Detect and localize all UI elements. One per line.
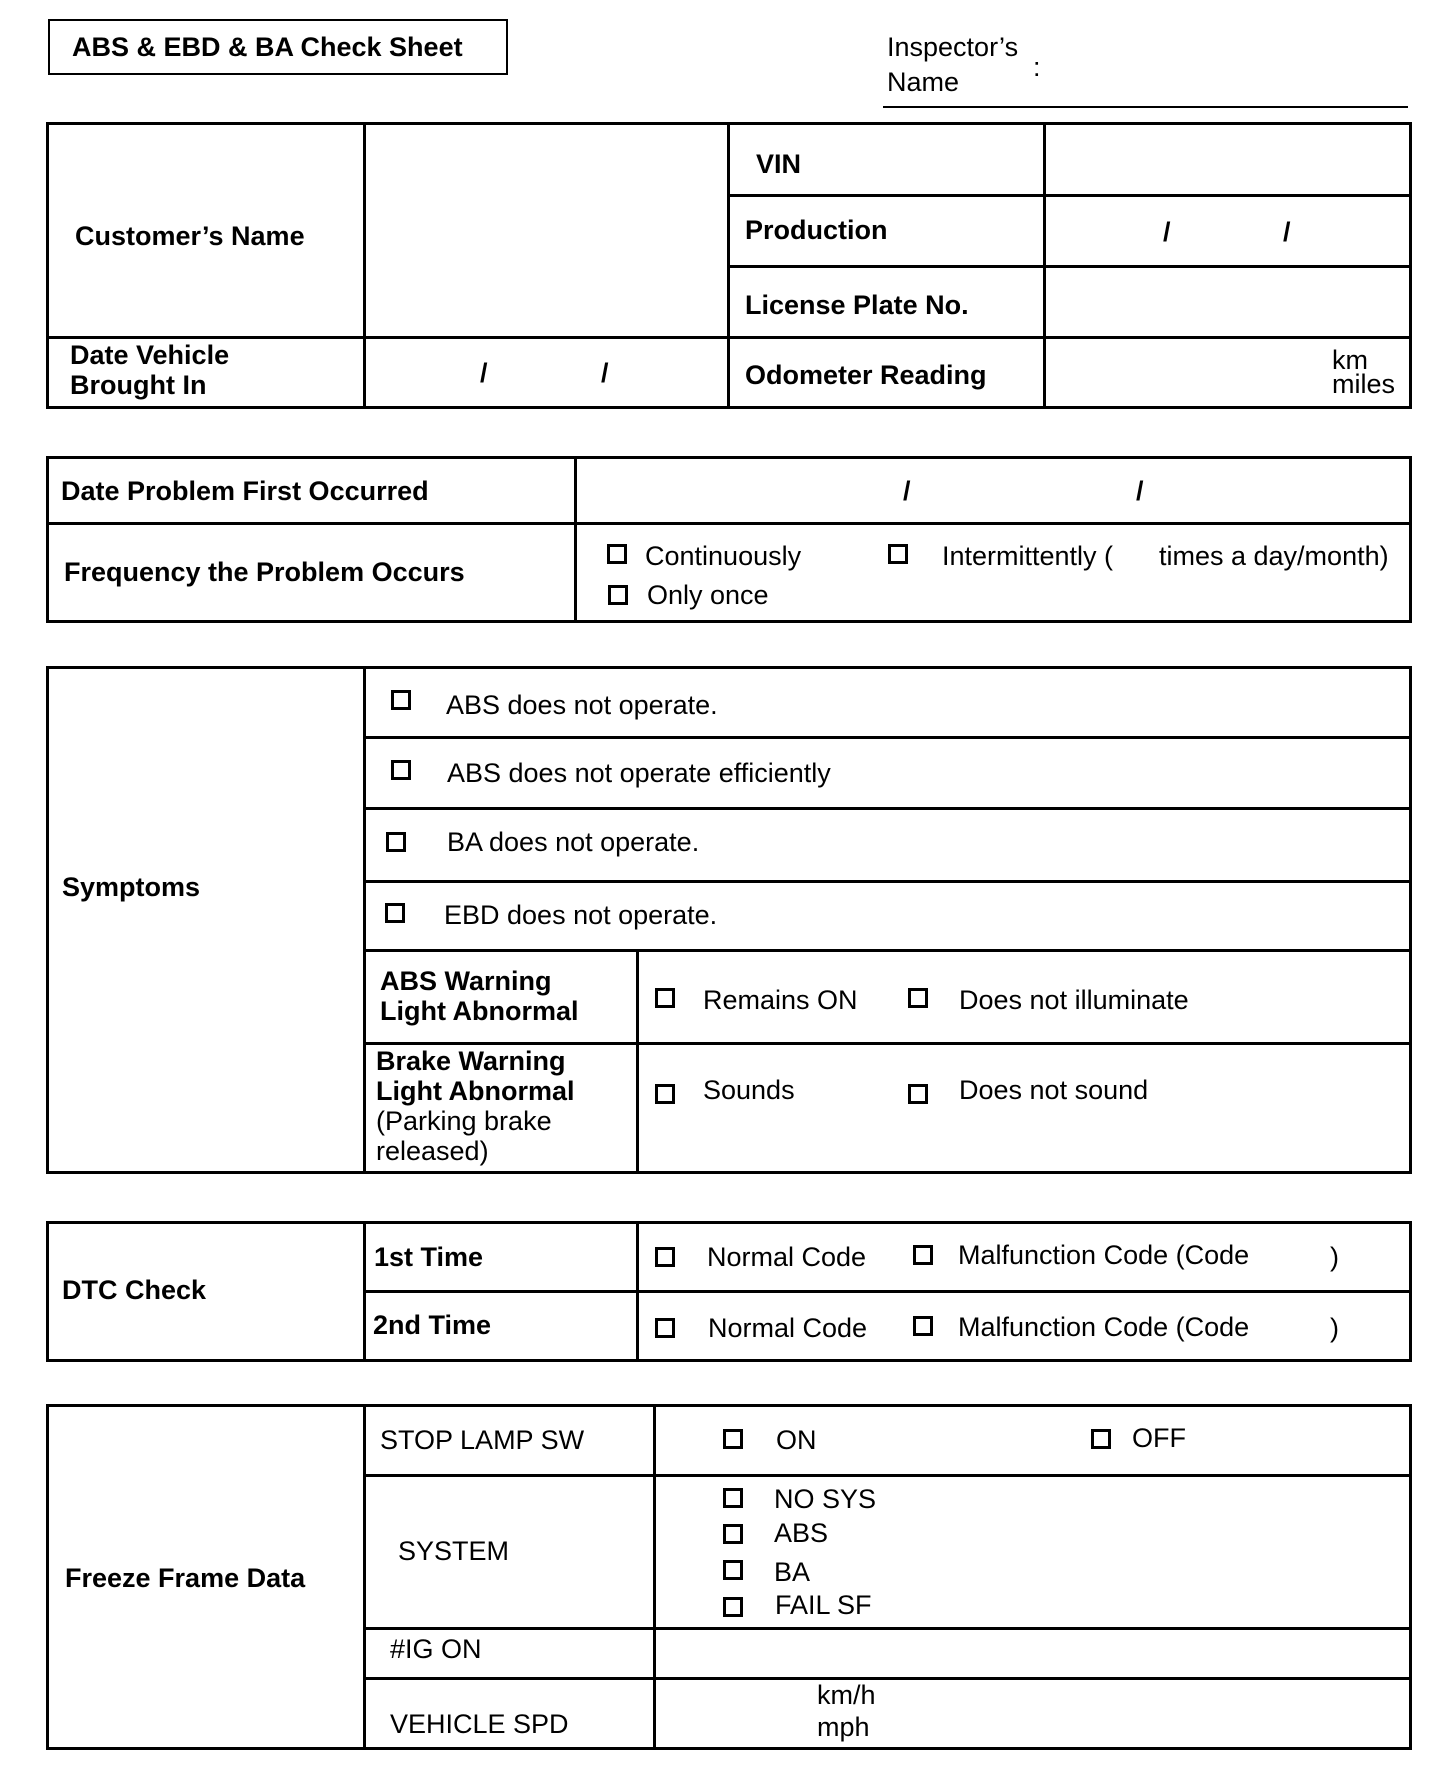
dtc-2-close-paren: ) xyxy=(1330,1313,1339,1343)
dtc-1-normal-label: Normal Code xyxy=(707,1242,867,1272)
stop-lamp-on-checkbox[interactable] xyxy=(723,1429,743,1449)
brake-warning-note: (Parking brake released) xyxy=(376,1106,552,1166)
inspector-name-field[interactable] xyxy=(883,30,1408,108)
symptom-ebd-not-operate-label: EBD does not operate. xyxy=(444,900,718,930)
date-first-occurred-slash-2: / xyxy=(1136,476,1144,506)
odometer-units: km miles xyxy=(1332,345,1396,399)
dtc-1-normal-checkbox[interactable] xyxy=(655,1247,675,1267)
dtc-check-label: DTC Check xyxy=(62,1275,207,1305)
date-first-occurred-slash-1: / xyxy=(903,476,911,506)
continuously-checkbox[interactable] xyxy=(607,544,627,564)
brake-warning-label: Brake Warning Light Abnormal xyxy=(376,1046,575,1106)
sounds-label: Sounds xyxy=(703,1075,795,1105)
odometer-label: Odometer Reading xyxy=(745,360,987,390)
does-not-sound-label: Does not sound xyxy=(959,1075,1149,1105)
system-abs-label: ABS xyxy=(774,1518,829,1548)
symptom-abs-not-operate-checkbox[interactable] xyxy=(391,690,411,710)
dtc-2-malfunction-label: Malfunction Code (Code xyxy=(958,1312,1250,1342)
abs-warning-label: ABS Warning Light Abnormal xyxy=(380,966,579,1026)
dtc-2-normal-label: Normal Code xyxy=(708,1313,868,1343)
symptom-ebd-not-operate-checkbox[interactable] xyxy=(385,903,405,923)
symptoms-label: Symptoms xyxy=(62,872,201,902)
sounds-checkbox[interactable] xyxy=(655,1084,675,1104)
dtc-2-malfunction-checkbox[interactable] xyxy=(913,1316,933,1336)
date-brought-in-slash-1: / xyxy=(480,358,488,388)
symptom-abs-not-efficient-checkbox[interactable] xyxy=(391,760,411,780)
dtc-second-time-label: 2nd Time xyxy=(373,1310,492,1340)
dtc-1-close-paren: ) xyxy=(1330,1242,1339,1272)
inspector-colon: : xyxy=(1033,52,1041,82)
vin-field[interactable] xyxy=(1048,126,1408,192)
dtc-2-normal-checkbox[interactable] xyxy=(655,1318,675,1338)
stop-lamp-label: STOP LAMP SW xyxy=(380,1425,585,1455)
symptom-ba-not-operate-label: BA does not operate. xyxy=(447,827,700,857)
stop-lamp-on-label: ON xyxy=(776,1425,817,1455)
only-once-label: Only once xyxy=(647,580,769,610)
times-per-label: times a day/month) xyxy=(1159,541,1389,571)
license-plate-field[interactable] xyxy=(1048,269,1408,333)
remains-on-label: Remains ON xyxy=(703,985,858,1015)
does-not-sound-checkbox[interactable] xyxy=(908,1084,928,1104)
inspector-name-label: Inspector’s Name xyxy=(887,32,1019,97)
date-first-occurred-label: Date Problem First Occurred xyxy=(61,476,429,506)
system-fail-sf-checkbox[interactable] xyxy=(723,1597,743,1617)
only-once-checkbox[interactable] xyxy=(608,585,628,605)
intermittently-label: Intermittently ( xyxy=(942,541,1114,571)
symptom-ba-not-operate-checkbox[interactable] xyxy=(386,832,406,852)
customer-name-label: Customer’s Name xyxy=(75,221,305,251)
continuously-label: Continuously xyxy=(645,541,802,571)
symptom-abs-not-operate-label: ABS does not operate. xyxy=(446,690,718,720)
page-title: ABS & EBD & BA Check Sheet xyxy=(48,19,508,75)
production-slash-2: / xyxy=(1283,217,1291,247)
does-not-illuminate-label: Does not illuminate xyxy=(959,985,1189,1015)
dtc-1-malfunction-label: Malfunction Code (Code xyxy=(958,1240,1250,1270)
system-no-sys-label: NO SYS xyxy=(774,1484,877,1514)
stop-lamp-off-label: OFF xyxy=(1132,1423,1186,1453)
stop-lamp-off-checkbox[interactable] xyxy=(1091,1429,1111,1449)
system-fail-sf-label: FAIL SF xyxy=(775,1590,872,1620)
production-label: Production xyxy=(745,215,888,245)
frequency-label: Frequency the Problem Occurs xyxy=(64,557,465,587)
ig-on-label: #IG ON xyxy=(390,1634,482,1664)
license-plate-label: License Plate No. xyxy=(745,290,969,320)
does-not-illuminate-checkbox[interactable] xyxy=(908,988,928,1008)
vehicle-spd-label: VEHICLE SPD xyxy=(390,1709,569,1739)
ig-on-field[interactable] xyxy=(658,1631,1408,1675)
system-label: SYSTEM xyxy=(398,1536,510,1566)
date-brought-in-slash-2: / xyxy=(601,358,609,388)
customer-name-field[interactable] xyxy=(368,126,724,334)
freeze-frame-label: Freeze Frame Data xyxy=(65,1563,306,1593)
symptom-abs-not-efficient-label: ABS does not operate efficiently xyxy=(447,758,831,788)
intermittently-checkbox[interactable] xyxy=(888,544,908,564)
system-ba-checkbox[interactable] xyxy=(723,1560,743,1580)
vin-label: VIN xyxy=(756,149,802,179)
dtc-1-malfunction-checkbox[interactable] xyxy=(913,1245,933,1265)
system-ba-label: BA xyxy=(774,1557,811,1587)
dtc-first-time-label: 1st Time xyxy=(374,1242,484,1272)
remains-on-checkbox[interactable] xyxy=(655,988,675,1008)
system-no-sys-checkbox[interactable] xyxy=(723,1488,743,1508)
date-brought-in-label: Date Vehicle Brought In xyxy=(70,340,230,400)
system-abs-checkbox[interactable] xyxy=(723,1524,743,1544)
vehicle-spd-units: km/h mph xyxy=(817,1680,876,1742)
production-slash-1: / xyxy=(1163,217,1171,247)
